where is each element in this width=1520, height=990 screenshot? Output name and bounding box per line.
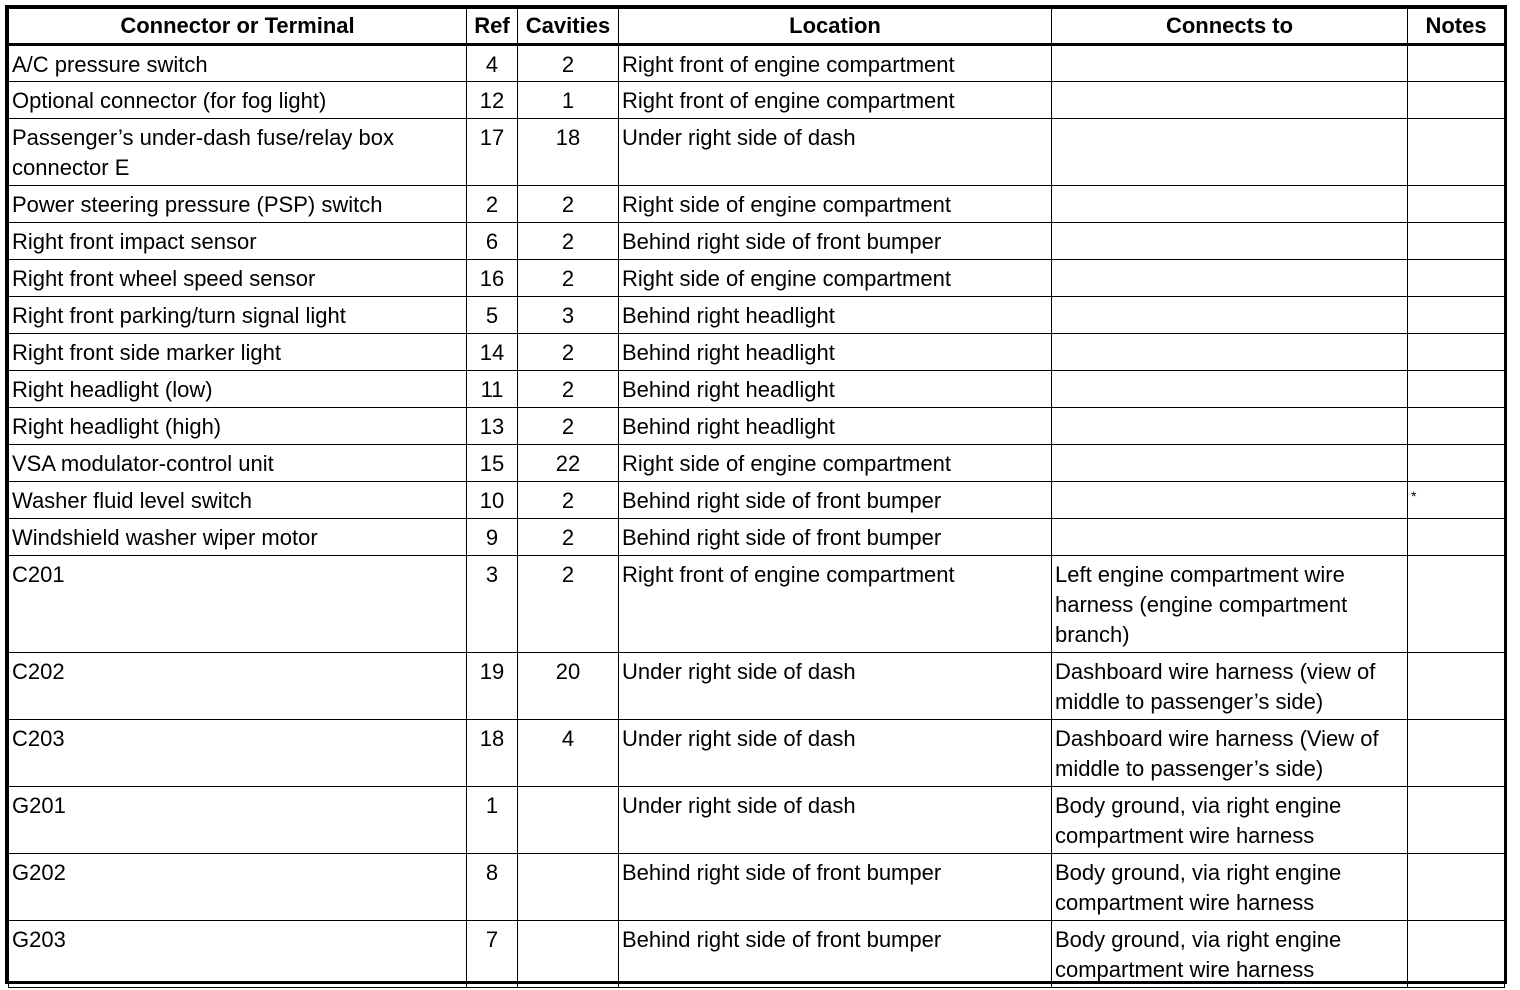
cell-cavities: 2 bbox=[518, 408, 619, 445]
cell-connects-to: Body ground, via right engine compartment wire harness bbox=[1052, 787, 1408, 854]
table-row bbox=[9, 854, 1505, 921]
cell-ref: 17 bbox=[467, 119, 518, 186]
cell-ref: 15 bbox=[467, 445, 518, 482]
cell-notes bbox=[1408, 519, 1505, 556]
cell-connector: Right front side marker light bbox=[9, 334, 467, 371]
cell-connects-to: Dashboard wire harness (View of middle to passenger’s side) bbox=[1052, 720, 1408, 787]
cell-notes bbox=[1408, 556, 1505, 653]
cell-connects-to bbox=[1052, 482, 1408, 519]
cell-notes bbox=[1408, 854, 1505, 921]
cell-ref: 13 bbox=[467, 408, 518, 445]
cell-ref: 18 bbox=[467, 720, 518, 787]
table-row bbox=[9, 556, 1505, 653]
table-row bbox=[9, 445, 1505, 482]
cell-ref: 2 bbox=[467, 186, 518, 223]
cell-notes bbox=[1408, 787, 1505, 854]
table-row bbox=[9, 334, 1505, 371]
table-row bbox=[9, 371, 1505, 408]
cell-connects-to bbox=[1052, 186, 1408, 223]
cell-location: Behind right headlight bbox=[619, 334, 1052, 371]
connector-table-frame bbox=[5, 5, 1507, 984]
cell-connects-to bbox=[1052, 371, 1408, 408]
cell-location: Behind right side of front bumper bbox=[619, 223, 1052, 260]
cell-location: Right side of engine compartment bbox=[619, 186, 1052, 223]
cell-connector: Right front wheel speed sensor bbox=[9, 260, 467, 297]
table-row bbox=[9, 787, 1505, 854]
cell-cavities bbox=[518, 787, 619, 854]
cell-notes bbox=[1408, 297, 1505, 334]
cell-cavities: 1 bbox=[518, 82, 619, 119]
table-row bbox=[9, 408, 1505, 445]
cell-connects-to bbox=[1052, 82, 1408, 119]
cell-connector: Optional connector (for fog light) bbox=[9, 82, 467, 119]
cell-location: Behind right headlight bbox=[619, 371, 1052, 408]
table-row bbox=[9, 45, 1505, 82]
cell-location: Behind right side of front bumper bbox=[619, 921, 1052, 988]
cell-location: Right side of engine compartment bbox=[619, 445, 1052, 482]
cell-ref: 14 bbox=[467, 334, 518, 371]
cell-location: Behind right side of front bumper bbox=[619, 482, 1052, 519]
cell-connector: Power steering pressure (PSP) switch bbox=[9, 186, 467, 223]
cell-notes bbox=[1408, 653, 1505, 720]
cell-location: Behind right headlight bbox=[619, 408, 1052, 445]
cell-cavities: 2 bbox=[518, 556, 619, 653]
cell-cavities bbox=[518, 854, 619, 921]
cell-cavities: 2 bbox=[518, 223, 619, 260]
cell-connector: G201 bbox=[9, 787, 467, 854]
cell-ref: 12 bbox=[467, 82, 518, 119]
cell-notes bbox=[1408, 260, 1505, 297]
cell-location: Right side of engine compartment bbox=[619, 260, 1052, 297]
cell-connects-to bbox=[1052, 334, 1408, 371]
table-row bbox=[9, 720, 1505, 787]
cell-connector: C201 bbox=[9, 556, 467, 653]
cell-cavities: 2 bbox=[518, 45, 619, 82]
cell-notes bbox=[1408, 921, 1505, 988]
cell-connects-to bbox=[1052, 519, 1408, 556]
cell-ref: 3 bbox=[467, 556, 518, 653]
header-row bbox=[9, 9, 1505, 45]
cell-notes bbox=[1408, 186, 1505, 223]
cell-connects-to bbox=[1052, 45, 1408, 82]
cell-location: Under right side of dash bbox=[619, 787, 1052, 854]
cell-connector: Right headlight (high) bbox=[9, 408, 467, 445]
cell-cavities: 3 bbox=[518, 297, 619, 334]
cell-ref: 9 bbox=[467, 519, 518, 556]
cell-connector: C203 bbox=[9, 720, 467, 787]
table-row bbox=[9, 482, 1505, 519]
cell-connector: Washer fluid level switch bbox=[9, 482, 467, 519]
cell-notes bbox=[1408, 334, 1505, 371]
cell-connector: Windshield washer wiper motor bbox=[9, 519, 467, 556]
cell-connector: Passenger’s under-dash fuse/relay box connector E bbox=[9, 119, 467, 186]
cell-notes bbox=[1408, 445, 1505, 482]
cell-ref: 6 bbox=[467, 223, 518, 260]
cell-location: Under right side of dash bbox=[619, 720, 1052, 787]
cell-cavities: 2 bbox=[518, 186, 619, 223]
table-row bbox=[9, 921, 1505, 988]
cell-connector: VSA modulator-control unit bbox=[9, 445, 467, 482]
header-cavities: Cavities bbox=[518, 9, 619, 45]
cell-connector: G203 bbox=[9, 921, 467, 988]
cell-connects-to bbox=[1052, 297, 1408, 334]
cell-connector: C202 bbox=[9, 653, 467, 720]
cell-notes bbox=[1408, 223, 1505, 260]
header-connects-to: Connects to bbox=[1052, 9, 1408, 45]
table-row bbox=[9, 119, 1505, 186]
cell-connects-to: Body ground, via right engine compartment wire harness bbox=[1052, 921, 1408, 988]
cell-ref: 8 bbox=[467, 854, 518, 921]
cell-ref: 11 bbox=[467, 371, 518, 408]
table-row bbox=[9, 519, 1505, 556]
cell-connects-to: Dashboard wire harness (view of middle to passenger’s side) bbox=[1052, 653, 1408, 720]
cell-notes bbox=[1408, 119, 1505, 186]
cell-connector: Right front impact sensor bbox=[9, 223, 467, 260]
table-row bbox=[9, 82, 1505, 119]
table-row bbox=[9, 186, 1505, 223]
cell-cavities: 2 bbox=[518, 519, 619, 556]
cell-cavities: 2 bbox=[518, 260, 619, 297]
cell-cavities: 18 bbox=[518, 119, 619, 186]
table-row bbox=[9, 653, 1505, 720]
table-row bbox=[9, 260, 1505, 297]
connector-table bbox=[8, 8, 1505, 988]
cell-cavities: 22 bbox=[518, 445, 619, 482]
cell-location: Right front of engine compartment bbox=[619, 556, 1052, 653]
cell-ref: 16 bbox=[467, 260, 518, 297]
cell-connector: A/C pressure switch bbox=[9, 45, 467, 82]
header-notes: Notes bbox=[1408, 9, 1505, 45]
cell-location: Under right side of dash bbox=[619, 653, 1052, 720]
cell-ref: 10 bbox=[467, 482, 518, 519]
cell-cavities: 4 bbox=[518, 720, 619, 787]
header-connector: Connector or Terminal bbox=[9, 9, 467, 45]
cell-notes bbox=[1408, 371, 1505, 408]
cell-notes bbox=[1408, 45, 1505, 82]
header-location: Location bbox=[619, 9, 1052, 45]
cell-notes bbox=[1408, 82, 1505, 119]
table-row bbox=[9, 297, 1505, 334]
cell-connects-to bbox=[1052, 223, 1408, 260]
cell-notes bbox=[1408, 720, 1505, 787]
cell-connects-to: Body ground, via right engine compartment wire harness bbox=[1052, 854, 1408, 921]
cell-connector: G202 bbox=[9, 854, 467, 921]
cell-notes: * bbox=[1408, 482, 1505, 519]
cell-connector: Right front parking/turn signal light bbox=[9, 297, 467, 334]
cell-cavities bbox=[518, 921, 619, 988]
cell-connects-to bbox=[1052, 119, 1408, 186]
cell-connects-to: Left engine compartment wire harness (engine compartment branch) bbox=[1052, 556, 1408, 653]
cell-ref: 5 bbox=[467, 297, 518, 334]
cell-connects-to bbox=[1052, 408, 1408, 445]
cell-connects-to bbox=[1052, 445, 1408, 482]
cell-connects-to bbox=[1052, 260, 1408, 297]
cell-connector: Right headlight (low) bbox=[9, 371, 467, 408]
cell-ref: 19 bbox=[467, 653, 518, 720]
cell-location: Under right side of dash bbox=[619, 119, 1052, 186]
header-ref: Ref bbox=[467, 9, 518, 45]
cell-location: Behind right side of front bumper bbox=[619, 519, 1052, 556]
table-row bbox=[9, 223, 1505, 260]
cell-notes bbox=[1408, 408, 1505, 445]
cell-cavities: 2 bbox=[518, 334, 619, 371]
cell-location: Right front of engine compartment bbox=[619, 45, 1052, 82]
cell-location: Behind right headlight bbox=[619, 297, 1052, 334]
cell-ref: 4 bbox=[467, 45, 518, 82]
cell-ref: 1 bbox=[467, 787, 518, 854]
cell-cavities: 2 bbox=[518, 371, 619, 408]
cell-cavities: 20 bbox=[518, 653, 619, 720]
cell-cavities: 2 bbox=[518, 482, 619, 519]
cell-location: Behind right side of front bumper bbox=[619, 854, 1052, 921]
cell-location: Right front of engine compartment bbox=[619, 82, 1052, 119]
cell-ref: 7 bbox=[467, 921, 518, 988]
